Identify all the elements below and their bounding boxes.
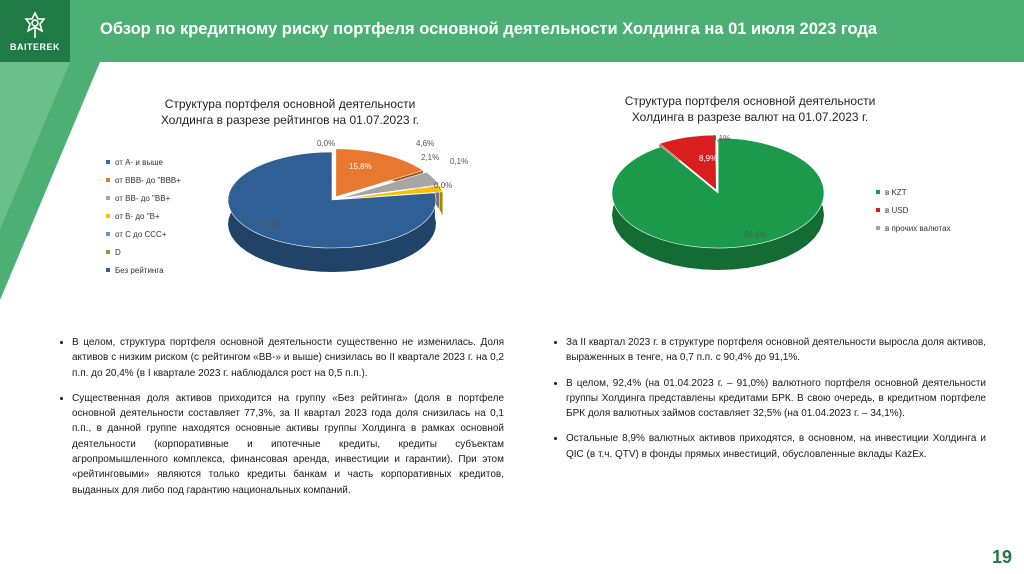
- legend-label: в KZT: [885, 187, 907, 197]
- left-chart-title-line1: Структура портфеля основной деятельности: [164, 97, 416, 111]
- right-chart-title-line2: Холдинга в разрезе валют на 01.07.2023 г.: [631, 110, 869, 124]
- left-chart-legend: [106, 153, 181, 279]
- legend-label: в прочих валютах: [885, 223, 951, 233]
- legend-swatch: [106, 250, 110, 254]
- left-text-block: [56, 335, 504, 508]
- baiterek-logo-icon: [20, 10, 50, 40]
- right-legend-item: [876, 219, 951, 237]
- legend-swatch: [876, 208, 880, 212]
- legend-label: D: [115, 247, 121, 257]
- legend-label: от С до ССС+: [115, 229, 167, 239]
- legend-swatch: [106, 268, 110, 272]
- right-pie-chart: [600, 128, 850, 278]
- label-usd: 8,9%: [699, 154, 718, 163]
- label-nr: 77,3%: [258, 221, 281, 230]
- label-a: 0,0%: [317, 139, 336, 148]
- label-d: 0,0%: [434, 181, 453, 190]
- right-legend-item: [876, 201, 951, 219]
- left-legend-item: [106, 189, 181, 207]
- legend-swatch: [106, 214, 110, 218]
- left-bullet-1: • В целом, структура портфеля основной деятельности существенно не изменилась. Доля активов с низким риском (с рейтингом «ВВ-» и выше) снизилась во II квартале 2023 г. на 0,2 п.п. до 20,4% (в I квартале 2023 г. наблюдался рост на 0,5 п.п.).: [72, 335, 504, 381]
- left-chart-title: [140, 96, 440, 128]
- pie-slice: [717, 138, 718, 193]
- right-text-block: [550, 335, 986, 472]
- page-title: Обзор по кредитному риску портфеля основной деятельности Холдинга на 01 июля 2023 года: [100, 20, 878, 38]
- legend-label: от ВВВ- до "ВВВ+: [115, 175, 181, 185]
- left-pie-chart: [220, 135, 490, 305]
- label-c: 0,1%: [450, 157, 469, 166]
- right-bullet-2: • В целом, 92,4% (на 01.04.2023 г. – 91,0%) валютного портфеля основной деятельности группы Холдинга представлены кредитами БРК. В свою очередь, в кредитном портфеле БРК доля валютных займов составляет 32,5% (на 01.04.2023 г. – 34,1%).: [566, 376, 986, 422]
- left-legend-item: [106, 225, 181, 243]
- legend-label: от ВВ- до "ВВ+: [115, 193, 171, 203]
- label-bb: 4,6%: [416, 139, 435, 148]
- left-legend-item: [106, 207, 181, 225]
- label-kzt: 91,1%: [744, 230, 767, 239]
- legend-swatch: [876, 226, 880, 230]
- legend-label: в USD: [885, 205, 909, 215]
- legend-swatch: [106, 196, 110, 200]
- right-bullet-3: • Остальные 8,9% валютных активов приходятся, в основном, на инвестиции Холдинга и QIC (в т.ч. QTV) в фонды прямых инвестиций, обусловленные вклады KazEx.: [566, 431, 986, 462]
- left-chart-title-line2: Холдинга в разрезе рейтингов на 01.07.2023 г.: [160, 113, 420, 127]
- left-legend-item: [106, 153, 181, 171]
- right-chart-title-line1: Структура портфеля основной деятельности: [624, 94, 876, 108]
- legend-swatch: [106, 232, 110, 236]
- legend-label: Без рейтинга: [115, 265, 164, 275]
- legend-label: от А- и выше: [115, 157, 163, 167]
- legend-swatch: [106, 160, 110, 164]
- legend-swatch: [106, 178, 110, 182]
- left-legend-item: [106, 243, 181, 261]
- label-bbb: 15,8%: [349, 162, 372, 171]
- label-b: 2,1%: [421, 153, 440, 162]
- right-chart-legend: [876, 183, 951, 237]
- legend-label: от В- до "В+: [115, 211, 160, 221]
- left-bullet-2: • Существенная доля активов приходится на группу «Без рейтинга» (доля в портфеле основной деятельности составляет 77,3%, за II квартал 2023 года доля снизилась на 0,1 п.п., в данной группе находятся основные активы группы Холдинга в рамках основной деятельности (корпоративные и ипотечные кредиты, кредиты субъектам агропромышленного комплекса, финансовая аренда, инвестиции и гарантии). При этом «рейтинговыми» являются только кредиты банкам и часть корпоративных кредитов, выданных для либо под гарантию национальных компаний.: [72, 391, 504, 498]
- left-legend-item: [106, 261, 181, 279]
- logo: [0, 0, 70, 62]
- right-bullet-1: • За II квартал 2023 г. в структуре портфеля основной деятельности выросла доля активов, выраженных в тенге, на 0,7 п.п. с 90,4% до 91,1%.: [566, 335, 986, 366]
- left-legend-item: [106, 171, 181, 189]
- right-legend-item: [876, 183, 951, 201]
- logo-text: BAITEREK: [9, 42, 60, 52]
- label-other: 0,1%: [712, 134, 731, 143]
- page-number: 19: [991, 547, 1012, 567]
- legend-swatch: [876, 190, 880, 194]
- right-chart-title: [600, 93, 900, 125]
